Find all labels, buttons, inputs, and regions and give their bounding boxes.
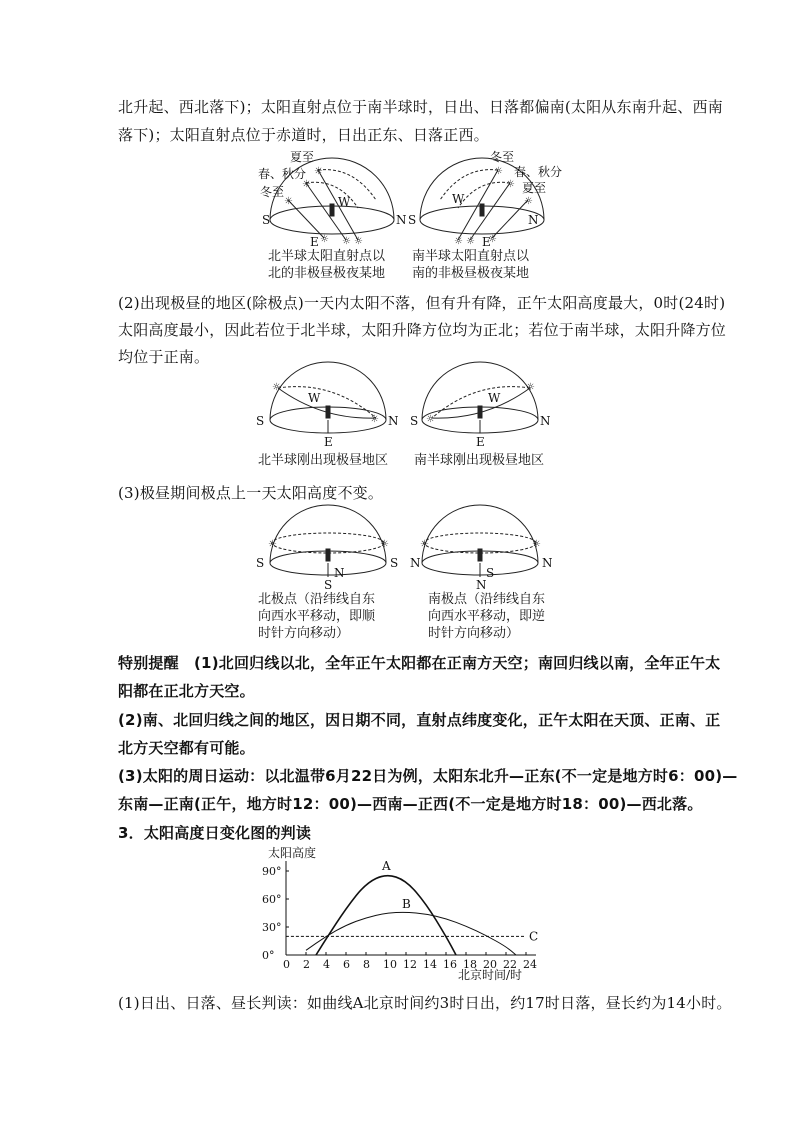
right-hemisphere	[422, 505, 538, 577]
label-east: E	[324, 435, 333, 449]
x-tick-label: 16	[443, 958, 457, 971]
svg-text:☼: ☼	[342, 236, 351, 247]
series-label-A: A	[382, 858, 391, 873]
label-summer-solstice: 夏至	[522, 181, 547, 195]
label-west: W	[338, 195, 351, 209]
tip-line: 阳都在正北方天空。	[118, 682, 255, 700]
sun-altitude-chart	[262, 845, 552, 985]
series-label-B: B	[402, 897, 411, 912]
label-south: S	[262, 213, 271, 227]
x-tick-label: 0	[283, 958, 290, 971]
x-tick-label: 4	[323, 958, 330, 971]
x-tick-label: 6	[343, 958, 350, 971]
y-tick-label: 0°	[262, 949, 275, 962]
svg-text:☼: ☼	[268, 539, 277, 550]
label-south: S	[256, 414, 265, 428]
x-tick-label: 24	[523, 958, 537, 971]
series-line-B	[306, 912, 516, 955]
series-label-C: C	[529, 929, 539, 944]
caption-left: 北半球刚出现极昼地区	[258, 453, 389, 468]
figure-polar-point	[252, 505, 552, 643]
label-west: W	[488, 391, 501, 405]
label-front: S	[324, 578, 333, 592]
left-hemisphere	[270, 505, 386, 577]
label-north: N	[396, 213, 407, 227]
svg-text:☼: ☼	[420, 539, 429, 550]
label-east: E	[482, 235, 491, 249]
polar-day-diagram-pair	[252, 370, 552, 450]
label-center: N	[334, 566, 345, 580]
label-north: N	[388, 414, 399, 428]
label-right-edge: S	[390, 556, 399, 570]
label-south: S	[408, 213, 417, 227]
caption-right-1: 南半球太阳直射点以	[412, 249, 530, 264]
label-north: N	[528, 213, 539, 227]
tip-line: 东南—正南(正午，地方时12：00)—西南—正西(不一定是地方时18：00)—西北落。	[118, 795, 703, 813]
caption-left-1: 北半球太阳直射点以	[268, 249, 386, 264]
label-east: E	[476, 435, 485, 449]
x-tick-label: 10	[383, 958, 397, 971]
series-line-A	[316, 876, 456, 955]
text-line: 北升起、西北落下)；太阳直射点位于南半球时，日出、日落都偏南(太阳从东南升起、西南	[118, 98, 723, 116]
x-tick-label: 2	[303, 958, 310, 971]
x-tick-label: 14	[423, 958, 437, 971]
label-east: E	[310, 235, 319, 249]
svg-text:☼: ☼	[526, 382, 535, 393]
text-line: (1)日出、日落、昼长判读：如曲线A北京时间约3时日出，约17时日落，昼长约为14小时。	[118, 994, 732, 1012]
svg-text:☼: ☼	[272, 382, 281, 393]
svg-text:☼: ☼	[532, 539, 541, 550]
label-right-edge: N	[542, 556, 553, 570]
caption-right-2: 向西水平移动，即逆	[428, 609, 546, 624]
label-equinox: 春、秋分	[514, 165, 563, 179]
y-tick-label: 60°	[262, 893, 282, 906]
y-tick-label: 30°	[262, 921, 282, 934]
svg-text:☼: ☼	[524, 196, 533, 207]
x-axis-title: 北京时间/时	[458, 968, 523, 982]
label-left-edge: N	[410, 556, 421, 570]
pole-diagram-pair	[252, 505, 552, 590]
svg-text:☼: ☼	[314, 166, 323, 177]
svg-text:☼: ☼	[454, 236, 463, 247]
text-line: 太阳高度最小，因此若位于北半球，太阳升降方位均为正北；若位于南半球，太阳升降方位	[118, 321, 727, 339]
label-left-edge: S	[256, 556, 265, 570]
label-south: S	[410, 414, 419, 428]
svg-text:☼: ☼	[426, 414, 435, 425]
tip-line: (2)南、北回归线之间的地区，因日期不同，直射点纬度变化，正午太阳在天顶、正南、正	[118, 711, 721, 729]
svg-text:☼: ☼	[494, 166, 503, 177]
caption-right: 南半球刚出现极昼地区	[414, 453, 545, 468]
chart-svg	[262, 845, 552, 985]
y-tick-label: 90°	[262, 865, 282, 878]
svg-text:☼: ☼	[506, 179, 515, 190]
figure-sun-path-2	[252, 370, 552, 470]
tip-line: (3)太阳的周日运动：以北温带6月22日为例，太阳东北升—正东(不一定是地方时6：00)—	[118, 767, 738, 785]
svg-text:☼: ☼	[466, 236, 475, 247]
text-line: (2)出现极昼的地区(除极点)一天内太阳不落，但有升有降，正午太阳高度最大，0时(24时)	[118, 294, 726, 312]
svg-text:☼: ☼	[302, 179, 311, 190]
svg-text:☼: ☼	[354, 236, 363, 247]
right-hemisphere	[422, 362, 538, 433]
label-equinox: 春、秋分	[258, 167, 307, 181]
text-line: 均位于正南。	[118, 348, 210, 366]
label-winter-solstice: 冬至	[490, 150, 515, 164]
svg-text:☼: ☼	[488, 234, 497, 245]
svg-text:☼: ☼	[380, 539, 389, 550]
x-tick-label: 22	[503, 958, 517, 971]
svg-text:☼: ☼	[320, 234, 329, 245]
x-tick-label: 12	[403, 958, 417, 971]
label-west: W	[308, 391, 321, 405]
caption-left-2: 北的非极昼极夜某地	[268, 266, 386, 281]
sun-icons	[268, 539, 541, 550]
x-tick-label: 18	[463, 958, 477, 971]
left-hemisphere	[270, 362, 386, 433]
caption-right-3: 时针方向移动）	[428, 626, 520, 641]
caption-left-1: 北极点（沿纬线自东	[258, 592, 376, 607]
label-winter-solstice: 冬至	[260, 185, 285, 199]
y-axis-title: 太阳高度	[268, 846, 317, 860]
label-west: W	[452, 192, 465, 206]
section-heading: 3．太阳高度日变化图的判读	[118, 824, 312, 842]
tip-line: 北方天空都有可能。	[118, 739, 255, 757]
caption-right-1: 南极点（沿纬线自东	[428, 592, 546, 607]
text-line: 落下)；太阳直射点位于赤道时，日出正东、日落正西。	[118, 126, 489, 144]
figure-sun-path-1	[258, 148, 563, 283]
label-north: N	[540, 414, 551, 428]
label-summer-solstice: 夏至	[290, 150, 315, 164]
text-line: (3)极昼期间极点上一天太阳高度不变。	[118, 484, 384, 502]
x-tick-label: 20	[483, 958, 497, 971]
caption-left-3: 时针方向移动）	[258, 626, 350, 641]
tip-line: 特别提醒 (1)北回归线以北，全年正午太阳都在正南方天空；南回归线以南，全年正午太	[118, 654, 721, 672]
caption-left-2: 向西水平移动，即顺	[258, 609, 376, 624]
x-tick-label: 8	[363, 958, 370, 971]
caption-right-2: 南的非极昼极夜某地	[412, 266, 530, 281]
label-front: N	[476, 578, 487, 592]
label-center: S	[486, 566, 495, 580]
svg-text:☼: ☼	[284, 196, 293, 207]
svg-text:☼: ☼	[370, 414, 379, 425]
